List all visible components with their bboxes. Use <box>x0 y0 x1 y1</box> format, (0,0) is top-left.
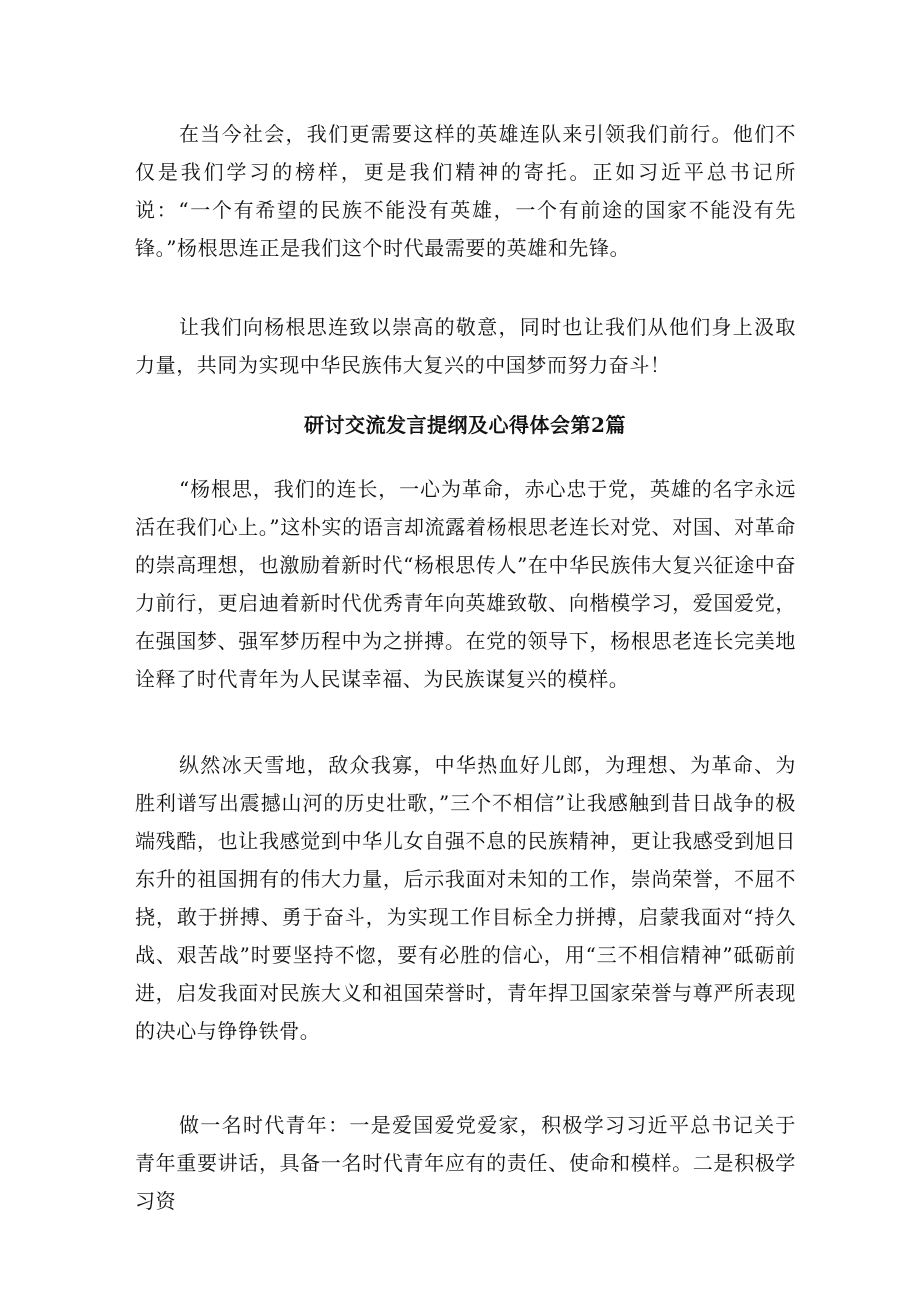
body-paragraph: 在当今社会，我们更需要这样的英雄连队来引领我们前行。他们不仅是我们学习的榜样，更是我们精神的寄托。正如习近平总书记所说：“一个有希望的民族不能没有英雄，一个有前途的国家不能没有先锋。”杨根思连正是我们这个时代最需要的英雄和先锋。 <box>135 122 796 260</box>
body-paragraph: 做一名时代青年：一是爱国爱党爱家，积极学习习近平总书记关于青年重要讲话，具备一名时代青年应有的责任、使命和模样。二是积极学习资 <box>135 1113 796 1213</box>
body-paragraph: “杨根思，我们的连长，一心为革命，赤心忠于党，英雄的名字永远活在我们心上。”这朴实的语言却流露着杨根思老连长对党、对国、对革命的崇高理想，也激励着新时代“杨根思传人”在中华民族伟大复兴征途中奋力前行，更启迪着新时代优秀青年向英雄致敬、向楷模学习，爱国爱党，在强国梦、强军梦历程中为之拼搏。在党的领导下，杨根思老连长完美地诠释了时代青年为人民谋幸福、为民族谋复兴的模样。 <box>135 477 796 691</box>
section-heading: 研讨交流发言提纲及心得体会第2篇 <box>304 413 626 437</box>
body-paragraph: 纵然冰天雪地，敌众我寡，中华热血好儿郎，为理想、为革命、为胜利谱写出震撼山河的历史壮歌，”三个不相信”让我感触到昔日战争的极端残酷，也让我感觉到中华儿女自强不息的民族精神，更让我感受到旭日东升的祖国拥有的伟大力量，后示我面对未知的工作，崇尚荣誉，不屈不挠，敢于拼搏、勇于奋斗，为实现工作目标全力拼搏，启蒙我面对“持久战、艰苦战”时要坚持不惚，要有必胜的信心，用“三不相信精神”砥砺前进，启发我面对民族大义和祖国荣誉时，青年捍卫国家荣誉与尊严所表现的决心与铮铮铁骨。 <box>135 753 796 1043</box>
body-paragraph: 让我们向杨根思连致以崇高的敬意，同时也让我们从他们身上汲取力量，共同为实现中华民族伟大复兴的中国梦而努力奋斗！ <box>135 315 796 377</box>
